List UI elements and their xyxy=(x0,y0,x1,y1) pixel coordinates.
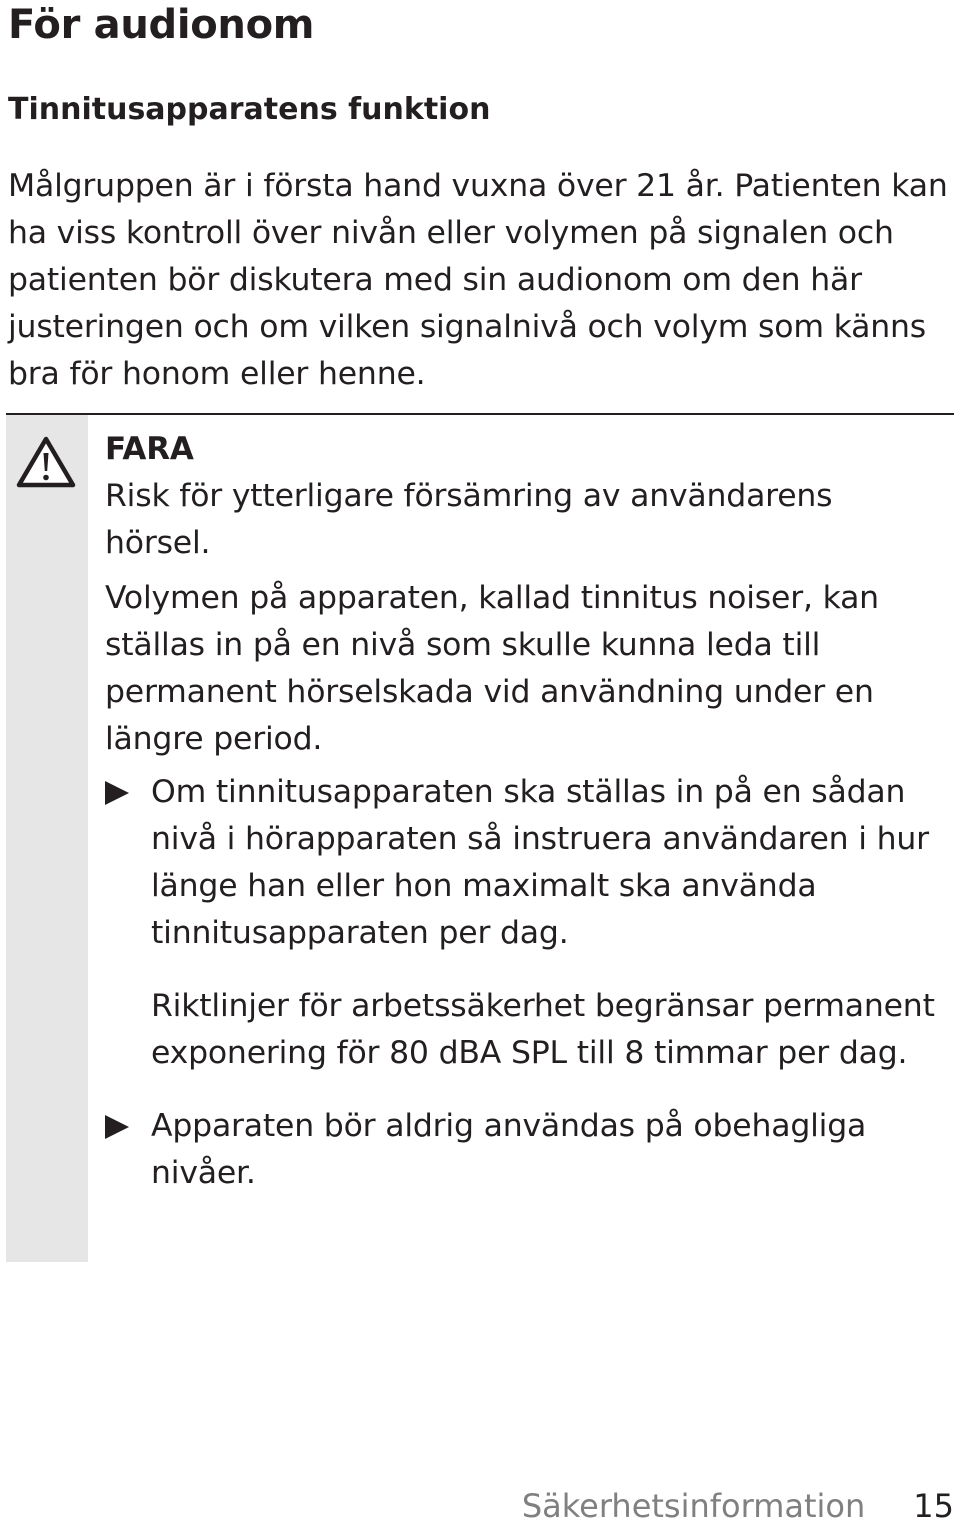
warning-bullet-1-text: Om tinnitusapparaten ska ställas in på en sådan nivå i hörapparaten så instruera användaren i hur länge han eller hon maximalt ska använda tinnitusapparaten per dag. xyxy=(151,774,929,951)
warning-risk-text: Risk för ytterligare försämring av användarens hörsel. xyxy=(105,478,833,561)
triangle-right-icon xyxy=(105,1115,129,1139)
warning-consequence-text: Volymen på apparaten, kallad tinnitus noiser, kan ställas in på en nivå som skulle kunna leda till permanent hörselskada vid användning under en längre period. xyxy=(105,580,879,757)
page-title: För audionom xyxy=(8,2,315,48)
section-heading: Tinnitusapparatens funktion xyxy=(8,92,491,127)
warning-stripe xyxy=(6,415,88,1262)
footer-page-number: 15 xyxy=(913,1487,954,1525)
warning-guideline-text: Riktlinjer för arbetssäkerhet begränsar permanent exponering för 80 dBA SPL till 8 timmar per dag. xyxy=(151,988,935,1071)
warning-bullet-2 xyxy=(105,1103,945,1197)
triangle-right-icon xyxy=(105,781,129,805)
warning-body xyxy=(105,425,945,1197)
warning-top-rule xyxy=(6,413,954,415)
warning-bullet-1 xyxy=(105,769,945,957)
footer-section-name: Säkerhetsinformation xyxy=(521,1487,866,1525)
warning-signal-word: FARA xyxy=(105,431,194,467)
warning-triangle-icon xyxy=(16,436,76,488)
intro-paragraph: Målgruppen är i första hand vuxna över 21 år. Patienten kan ha viss kontroll över nivån eller volymen på signalen och patienten bör diskutera med sin audionom om den här justeringen och om vilken signalnivå och volym som känns bra för honom eller henne. xyxy=(8,168,948,392)
page-footer xyxy=(522,1484,954,1528)
warning-bullet-2-text: Apparaten bör aldrig användas på obehagliga nivåer. xyxy=(151,1108,867,1191)
